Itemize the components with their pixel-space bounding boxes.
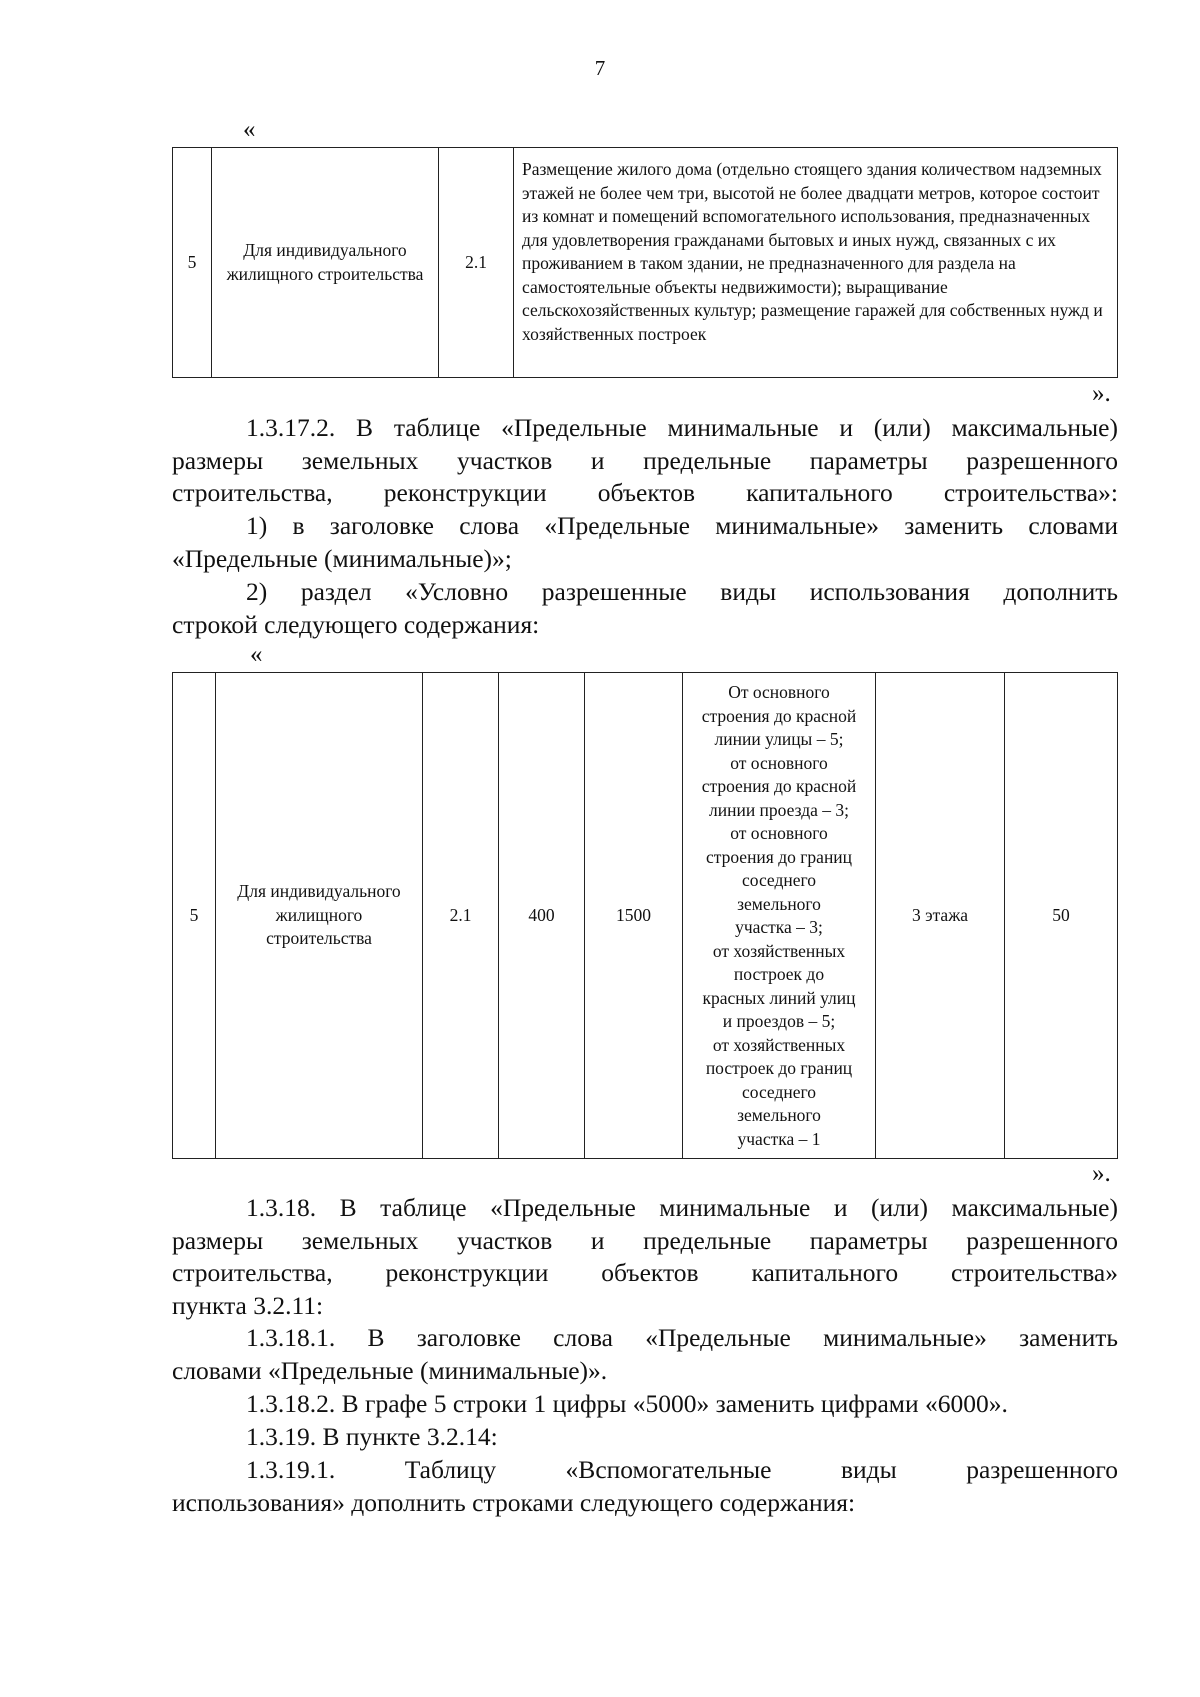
use-name-cell: Для индивидуального жилищного строительства [212,148,439,378]
table-row [173,673,1118,1159]
text-line: использования» дополнить строками следующего содержания: [172,1487,856,1517]
closing-quote: ». [1092,1160,1111,1187]
use-code-cell: 2.1 [423,673,499,1159]
paragraph-1-3-19-1 [172,1454,1118,1519]
text-line: 2) раздел «Условно разрешенные виды использования дополнить [246,577,1118,606]
text-line: строительства, реконструкции объектов капитального строительства» [172,1258,1118,1287]
opening-quote: « [243,116,256,143]
text-line: 1.3.18.1. В заголовке слова «Предельные минимальные» заменить [246,1323,1118,1352]
paragraph-1-3-18 [172,1192,1118,1322]
text-line: 1.3.18.2. В графе 5 строки 1 цифры «5000» заменить цифрами «6000». [246,1389,1008,1418]
text-line: словами «Предельные (минимальные)». [172,1355,608,1385]
cell-line: строения до красной [701,705,857,726]
paragraph-1-3-18-1 [172,1322,1118,1387]
use-description-cell: Размещение жилого дома (отдельно стоящего здания количеством надземных этажей не более чем три, высотой не более двадцати метров, которое состоит из комнат и помещений вспомогательного использования, предназначенных для удовлетворения гражданами бытовых и иных нужд, связанных с их проживанием в таком здании, не предназначенного для раздела на самостоятельные объекты недвижимости); выращивание сельскохозяйственных культур; размещение гаражей для собственных нужд и хозяйственных построек [514,148,1118,378]
text-line: 1.3.19. В пункте 3.2.14: [246,1422,498,1451]
text-line: строительства, реконструкции объектов капитального строительства»: [172,478,1118,507]
text-line: 1.3.18. В таблице «Предельные минимальные и (или) максимальные) [246,1193,1118,1222]
opening-quote: « [250,641,263,668]
paragraph-1-3-18-2 [172,1388,1118,1421]
permitted-use-table [172,147,1118,378]
cell-line: От основного [728,682,830,702]
text-line: «Предельные (минимальные)»; [172,543,512,573]
row-number-cell: 5 [173,148,212,378]
closing-quote: ». [1092,380,1111,407]
setbacks-cell [683,673,876,1159]
cell-line: построек до границ [705,1058,853,1078]
cell-line: от хозяйственных [712,1034,846,1055]
text-line: размеры земельных участков и предельные параметры разрешенного [172,445,1118,475]
coverage-cell: 50 [1005,673,1118,1159]
paragraph-1-3-17-2 [172,412,1118,510]
parameters-table [172,672,1118,1159]
text-line: пункта 3.2.11: [172,1290,324,1320]
cell-line: линии проезда – 3; [708,799,849,820]
text-line: 1.3.17.2. В таблице «Предельные минимальные и (или) максимальные) [246,413,1118,442]
cell-line: строения до красной [701,776,857,796]
cell-line: земельного [737,1105,821,1125]
cell-line: от хозяйственных [712,940,846,961]
cell-line: красных линий улиц [702,987,856,1008]
cell-line: линии улицы – 5; [714,729,844,749]
max-area-cell: 1500 [585,673,683,1159]
use-code-cell: 2.1 [439,148,514,378]
cell-line: строения до границ [705,846,853,867]
use-name-cell: Для индивидуального жилищного строительства [216,673,423,1159]
cell-line: земельного [737,893,821,914]
row-number-cell: 5 [173,673,216,1159]
paragraph-1-3-19 [172,1421,1118,1454]
page-number: 7 [594,56,606,80]
text-line: размеры земельных участков и предельные параметры разрешенного [172,1225,1118,1255]
text-line: 1) в заголовке слова «Предельные минимальные» заменить словами [246,511,1118,540]
text-line: строкой следующего содержания: [172,609,540,639]
cell-line: участка – 3; [735,917,823,937]
table-row [173,148,1118,378]
cell-line: от основного [730,823,828,843]
max-floors-cell: 3 этажа [876,673,1005,1159]
min-area-cell: 400 [499,673,585,1159]
cell-line: от основного [730,752,828,773]
cell-line: участка – 1 [737,1128,821,1149]
list-item-2 [172,576,1118,641]
text-line: 1.3.19.1. Таблицу «Вспомогательные виды разрешенного [246,1455,1118,1484]
cell-line: соседнего [742,1081,816,1102]
list-item-1 [172,510,1118,575]
cell-line: и проездов – 5; [722,1011,836,1031]
cell-line: соседнего [742,870,816,890]
cell-line: построек до [733,964,825,984]
